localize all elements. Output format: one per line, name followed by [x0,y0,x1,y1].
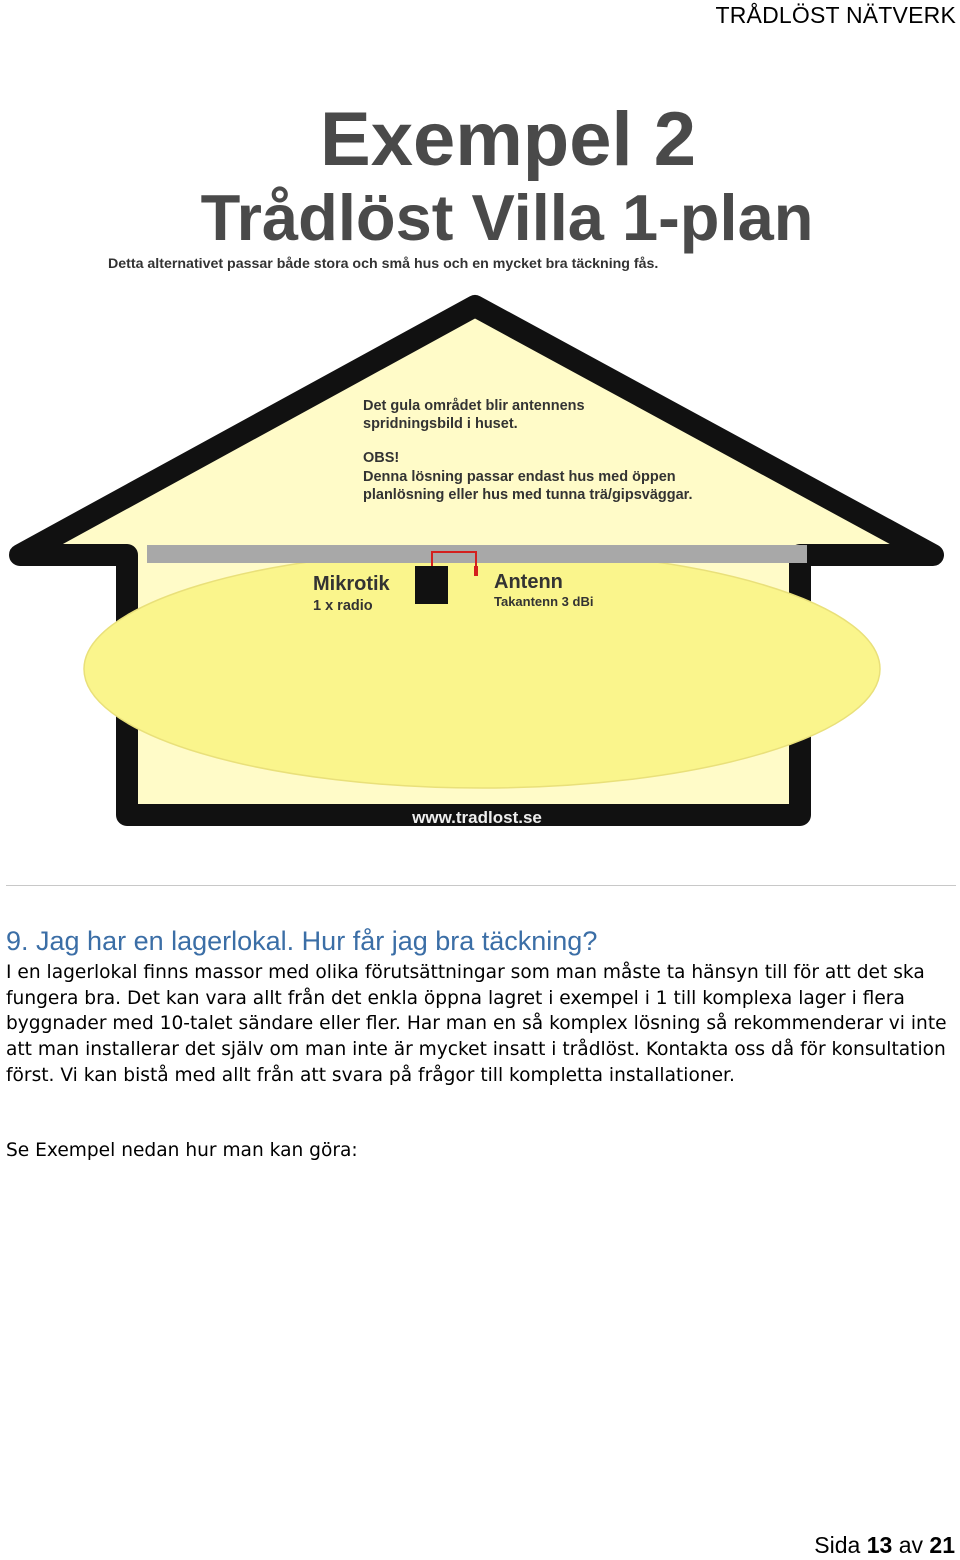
antenna-icon [474,566,478,576]
note-line-1: Det gula området blir antennens [363,398,585,414]
diagram-title: Exempel 2 [320,97,696,182]
diagram-caption: Detta alternativet passar både stora och små hus och en mycket bra täckning fås. [108,256,659,272]
antenna-detail: Takantenn 3 dBi [494,594,594,609]
diagram-subtitle: Trådlöst Villa 1-plan [200,181,814,254]
section-divider [6,885,956,886]
example-note: Se Exempel nedan hur man kan göra: [6,1140,358,1161]
obs-line-1: Denna lösning passar endast hus med öppen [363,469,676,485]
page-footer [814,1532,955,1559]
obs-label: OBS! [363,450,400,466]
obs-line-2: planlösning eller hus med tunna trä/gipsväggar. [363,487,693,503]
website-label: www.tradlost.se [412,808,542,827]
router-name: Mikrotik [313,573,390,595]
page-number: 13 [866,1532,893,1558]
page-label: Sida [814,1532,861,1558]
house-diagram [0,90,960,850]
antenna-name: Antenn [494,571,563,593]
section-heading: 9. Jag har en lagerlokal. Hur får jag bra täckning? [6,926,598,956]
running-header: TRÅDLÖST NÄTVERK [715,2,956,28]
section-body: I en lagerlokal finns massor med olika förutsättningar som man måste ta hänsyn till för att det ska fungera bra. Det kan vara allt från det enkla öppna lagret i exempel i 1 till komplexa lager i flera byggnader med 10-talet sändare eller fler. Har man en så komplex lösning så rekommenderar vi inte att man installerar det själv om man inte är mycket insatt i trådlöst. Kontakta oss då för konsultation först. Vi kan bistå med allt från att svara på frågor till kompletta installationer. [6,962,947,1086]
coverage-area [84,550,880,788]
page-total: 21 [929,1532,955,1558]
router-detail: 1 x radio [313,598,373,614]
of-label: av [898,1532,924,1558]
router-box [415,566,448,604]
note-line-2: spridningsbild i huset. [363,416,518,432]
